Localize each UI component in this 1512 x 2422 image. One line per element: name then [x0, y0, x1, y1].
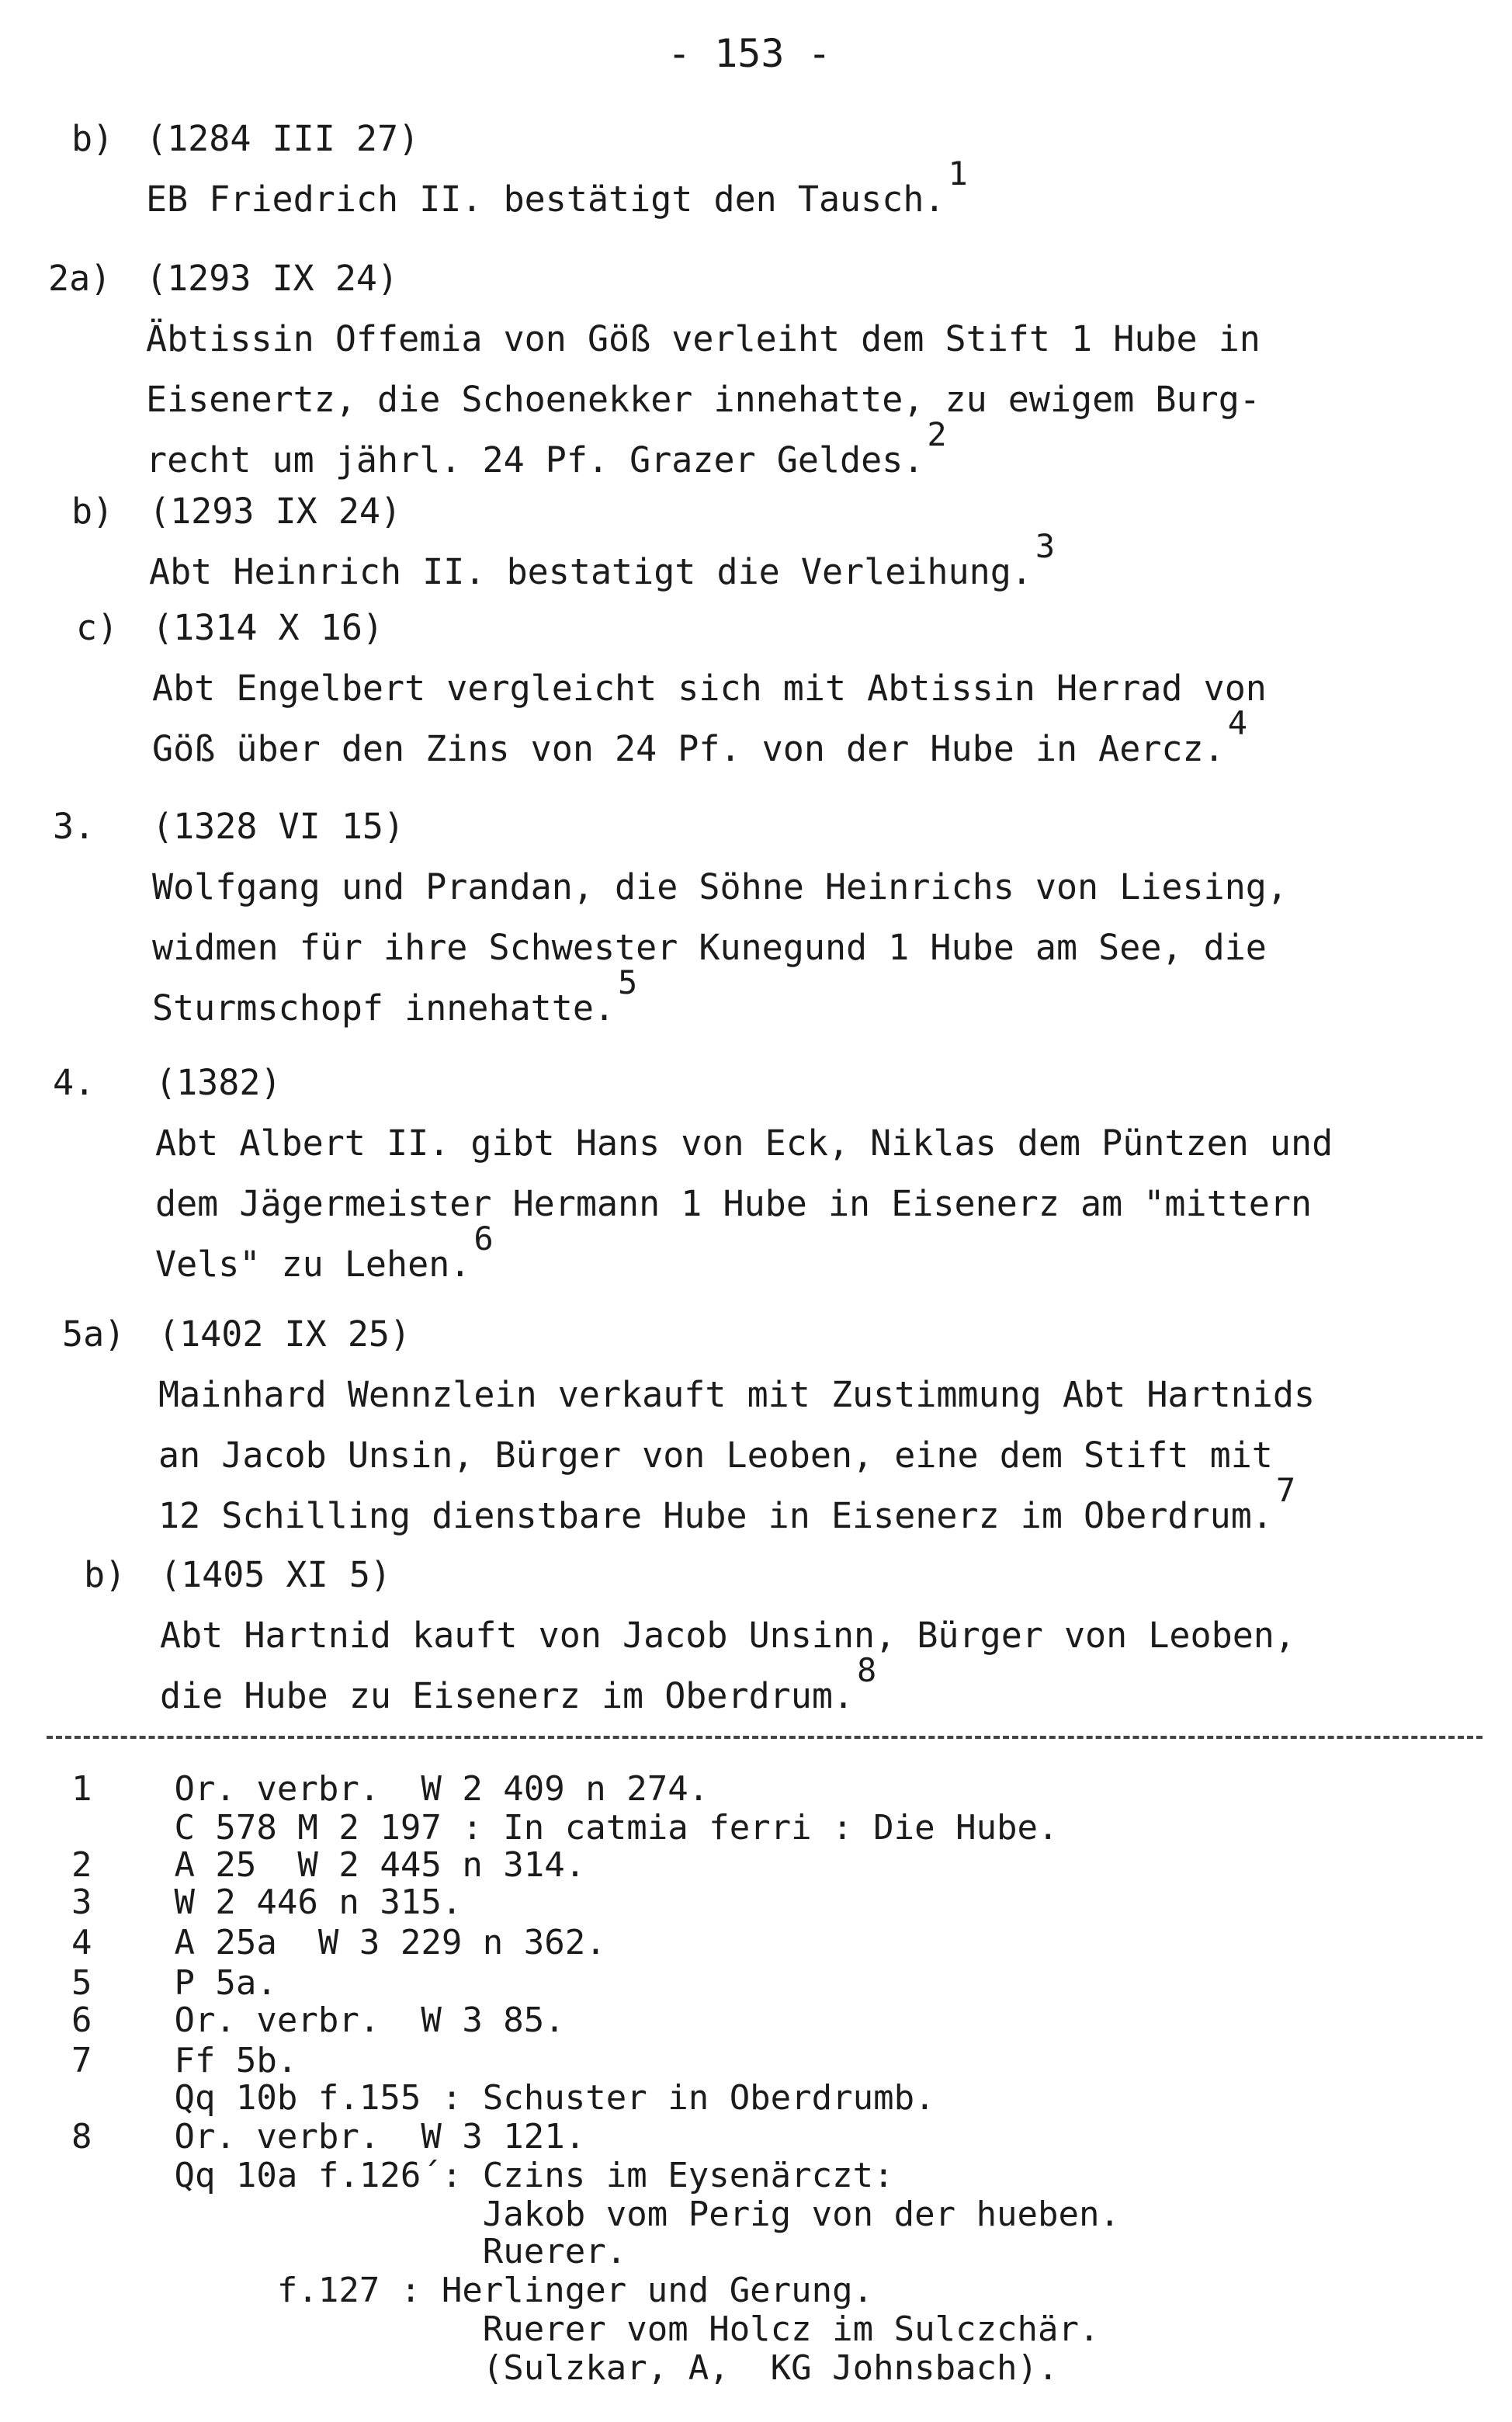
entry-label: c): [76, 607, 119, 648]
footnote-line: C 578 M 2 197 : In catmia ferri : Die Hube.: [71, 1808, 1059, 1848]
entry-text-line: [160, 1651, 877, 1727]
entry-label: 3.: [53, 806, 95, 847]
entry-text: Abt Engelbert vergleicht sich mit Abtissin Herrad von: [152, 668, 1267, 709]
entry-text: EB Friedrich II. bestätigt den Tausch.: [146, 179, 945, 220]
footnote-line: Ruerer.: [71, 2232, 627, 2271]
entry-date: (1328 VI 15): [152, 806, 405, 847]
entry-text: 12 Schilling dienstbare Hube in Eisenerz im Oberdrum.: [158, 1495, 1273, 1536]
entry-text-line: [152, 857, 1288, 918]
entry-text: Vels" zu Lehen.: [155, 1244, 471, 1285]
entry-text: Abt Albert II. gibt Hans von Eck, Niklas dem Püntzen und: [155, 1123, 1333, 1164]
footnote-separator: [47, 1736, 1483, 1739]
footnote-marker: 6: [473, 1220, 494, 1258]
entry-text: Sturmschopf innehatte.: [152, 987, 616, 1029]
entry-text: die Hube zu Eisenerz im Oberdrum.: [160, 1675, 855, 1716]
entry-date: (1402 IX 25): [158, 1313, 411, 1355]
entry-text: Abt Heinrich II. bestatigt die Verleihung.: [149, 551, 1032, 592]
entry-text: dem Jägermeister Hermann 1 Hube in Eisenerz am "mittern: [155, 1183, 1313, 1224]
entry-text: Göß über den Zins von 24 Pf. von der Hube in Aercz.: [152, 728, 1225, 769]
entry-text-line: [146, 154, 968, 231]
entry-text-line: [155, 1220, 494, 1296]
entry-date: (1314 X 16): [152, 607, 384, 648]
entry-date: (1293 IX 24): [146, 258, 399, 299]
footnote-line: Qq 10a f.126´: Czins im Eysenärczt:: [71, 2156, 894, 2195]
entry-text-line: [155, 1113, 1333, 1174]
entry-text-line: [152, 918, 1267, 978]
footnote-line: 7 Ff 5b.: [71, 2041, 298, 2080]
entry-text: Mainhard Wennzlein verkauft mit Zustimmung Abt Hartnids: [158, 1374, 1316, 1415]
entry-text: Wolfgang und Prandan, die Söhne Heinrichs von Liesing,: [152, 866, 1288, 907]
footnote-line: f.127 : Herlinger und Gerung.: [71, 2271, 874, 2310]
footnote-marker: 1: [948, 154, 968, 193]
footnote-marker: 8: [857, 1651, 877, 1689]
entry-label: b): [84, 1554, 127, 1595]
entry-text-line: [155, 1174, 1312, 1234]
entry-label: 5a): [62, 1313, 126, 1355]
entry-text: an Jacob Unsin, Bürger von Leoben, eine dem Stift mit: [158, 1435, 1273, 1476]
entry-text-line: [160, 1605, 1295, 1666]
footnote-line: 1 Or. verbr. W 2 409 n 274.: [71, 1769, 709, 1809]
entry-date: (1382): [155, 1062, 282, 1103]
footnote-marker: 4: [1227, 704, 1248, 742]
entry-text-line: [158, 1471, 1296, 1547]
footnote-marker: 7: [1275, 1471, 1296, 1509]
footnote-line: 2 A 25 W 2 445 n 314.: [71, 1845, 586, 1885]
entry-text: Eisenertz, die Schoenekker innehatte, zu ewigem Burg-: [146, 379, 1261, 420]
entry-text-line: [158, 1365, 1315, 1425]
footnote-line: Jakob vom Perig von der hueben.: [71, 2195, 1121, 2234]
footnote-marker: 5: [618, 963, 638, 1001]
entry-text-line: [146, 370, 1261, 430]
entry-text-line: [146, 309, 1261, 370]
footnote-line: 6 Or. verbr. W 3 85.: [71, 2000, 565, 2040]
entry-text-line: [149, 527, 1056, 603]
footnote-marker: 3: [1035, 527, 1056, 565]
footnote-line: 8 Or. verbr. W 3 121.: [71, 2117, 586, 2157]
entry-label: 4.: [53, 1062, 95, 1103]
footnote-line: 3 W 2 446 n 315.: [71, 1882, 463, 1922]
entry-text-line: [152, 704, 1248, 780]
footnote-line: 5 P 5a.: [71, 1963, 277, 2003]
entry-text-line: [152, 963, 638, 1039]
page-number: - 153 -: [668, 31, 831, 76]
entry-label: b): [71, 118, 114, 159]
footnote-marker: 2: [927, 415, 947, 453]
entry-date: (1284 III 27): [146, 118, 420, 159]
entry-text: widmen für ihre Schwester Kunegund 1 Hube am See, die: [152, 927, 1267, 968]
entry-text: Äbtissin Offemia von Göß verleiht dem Stift 1 Hube in: [146, 318, 1261, 359]
entry-text: Abt Hartnid kauft von Jacob Unsinn, Bürger von Leoben,: [160, 1615, 1295, 1656]
entry-date: (1405 XI 5): [160, 1554, 392, 1595]
entry-text-line: [158, 1425, 1273, 1486]
footnote-line: 4 A 25a W 3 229 n 362.: [71, 1923, 606, 1962]
footnote-line: (Sulzkar, A, KG Johnsbach).: [71, 2348, 1059, 2388]
entry-text-line: [152, 658, 1267, 719]
entry-label: b): [71, 491, 114, 532]
entry-date: (1293 IX 24): [149, 491, 402, 532]
footnote-line: Ruerer vom Holcz im Sulczchär.: [71, 2309, 1100, 2349]
footnote-line: Qq 10b f.155 : Schuster in Oberdrumb.: [71, 2078, 935, 2118]
entry-label: 2a): [48, 258, 112, 299]
entry-text: recht um jährl. 24 Pf. Grazer Geldes.: [146, 439, 924, 481]
